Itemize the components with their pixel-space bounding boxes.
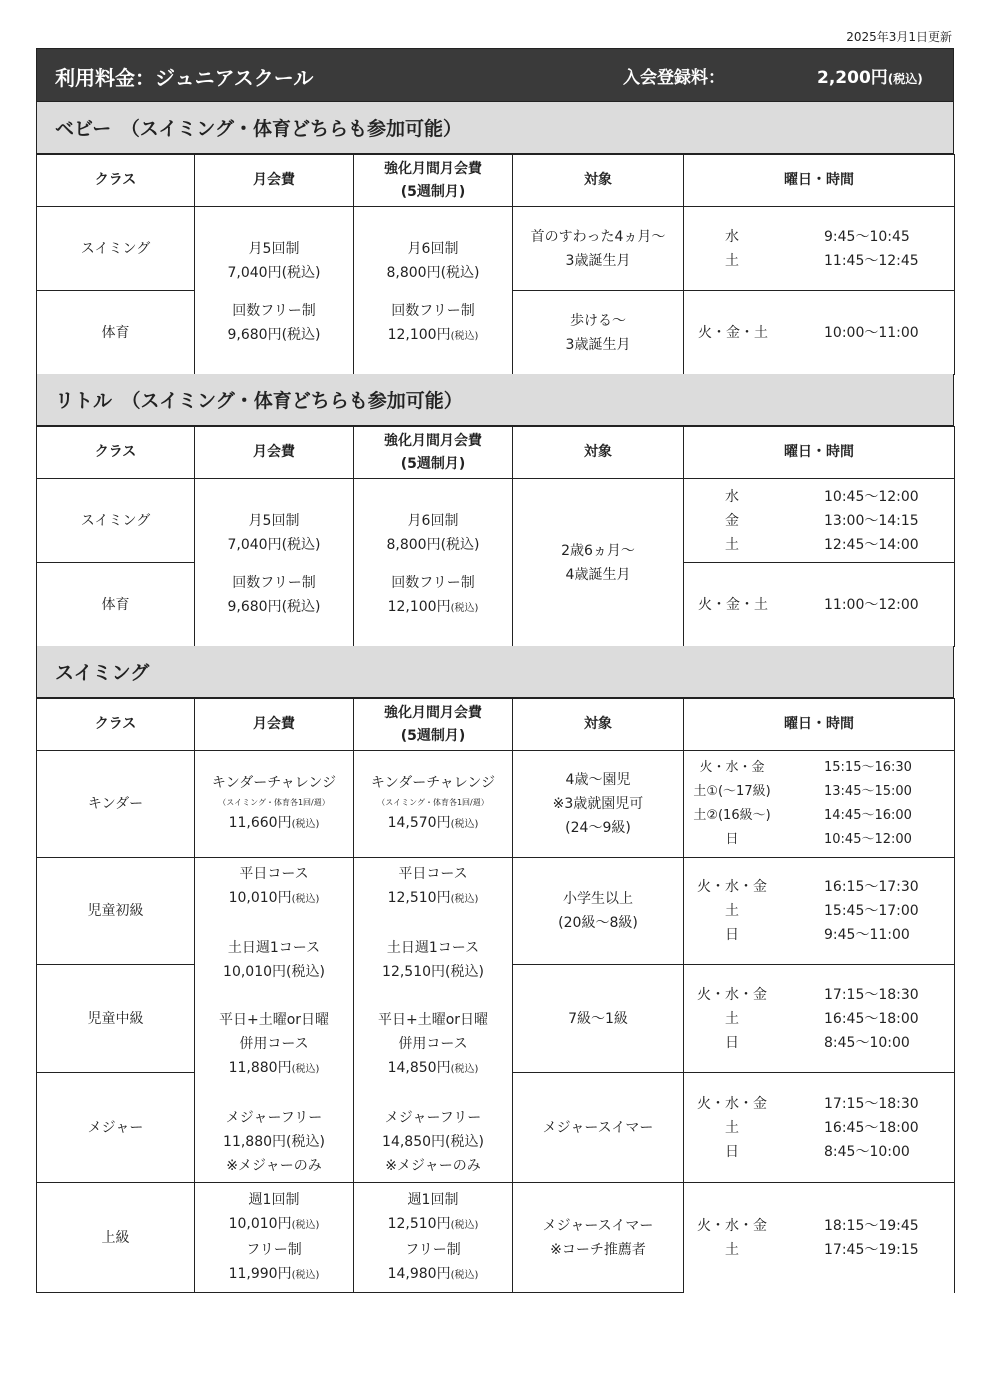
table-row <box>37 479 955 563</box>
registration-label: 入会登録料： <box>623 68 725 88</box>
col-intensive: 強化月間月会費 (5週制月) <box>354 699 513 751</box>
table-header-row <box>37 699 955 751</box>
table-row <box>37 291 955 375</box>
class-name: メジャー <box>37 1073 195 1183</box>
col-target: 対象 <box>513 155 684 207</box>
intensive-fee: 月6回制 8,800円(税込) <box>354 207 513 291</box>
section-title: スイミング <box>55 662 150 684</box>
col-intensive: 強化月間月会費 (5週制月) <box>354 155 513 207</box>
target: 4歳〜園児 ※3歳就園児可 (24〜9級) <box>513 751 684 858</box>
class-name: 児童初級 <box>37 858 195 965</box>
page-title: 利用料金：ジュニアスクール <box>55 66 314 90</box>
schedule: 火・水・金 17:15〜18:30 土 16:45〜18:00 日 8:45〜10:00 <box>684 1073 955 1183</box>
target: メジャースイマー ※コーチ推薦者 <box>513 1183 684 1293</box>
monthly-fee: 回数フリー制 9,680円(税込) <box>195 563 354 647</box>
table-row <box>37 563 955 647</box>
target: 歩ける〜 3歳誕生月 <box>513 291 684 375</box>
baby-table <box>36 154 955 375</box>
col-monthly: 月会費 <box>195 427 354 479</box>
intensive-fee: 回数フリー制 12,100円(税込) <box>354 291 513 375</box>
section-little <box>36 374 954 426</box>
target: 小学生以上 (20級〜8級) <box>513 858 684 965</box>
col-monthly: 月会費 <box>195 699 354 751</box>
swimming-table <box>36 698 955 1293</box>
class-name: 上級 <box>37 1183 195 1293</box>
target: 首のすわった4ヵ月〜 3歳誕生月 <box>513 207 684 291</box>
schedule: 火・金・土 11:00〜12:00 <box>684 563 955 647</box>
col-schedule: 曜日・時間 <box>684 699 955 751</box>
col-schedule: 曜日・時間 <box>684 155 955 207</box>
schedule: 火・水・金 16:15〜17:30 土 15:45〜17:00 日 9:45〜11:00 <box>684 858 955 965</box>
class-name: キンダー <box>37 751 195 858</box>
table-row <box>37 207 955 291</box>
col-schedule: 曜日・時間 <box>684 427 955 479</box>
intensive-fee: 回数フリー制 12,100円(税込) <box>354 563 513 647</box>
little-table <box>36 426 955 647</box>
schedule: 火・金・土 10:00〜11:00 <box>684 291 955 375</box>
col-class: クラス <box>37 699 195 751</box>
table-row <box>37 858 955 965</box>
section-title: リトル （スイミング・体育どちらも参加可能） <box>55 390 463 412</box>
col-intensive: 強化月間月会費 (5週制月) <box>354 427 513 479</box>
schedule: 火・水・金 17:15〜18:30 土 16:45〜18:00 日 8:45〜10:00 <box>684 965 955 1073</box>
class-name: スイミング <box>37 479 195 563</box>
table-row <box>37 751 955 858</box>
monthly-fee: 月5回制 7,040円(税込) <box>195 479 354 563</box>
table-header-row <box>37 427 955 479</box>
class-name: 児童中級 <box>37 965 195 1073</box>
monthly-fee: キンダーチャレンジ （スイミング・体育各1回/週） 11,660円(税込) <box>195 751 354 858</box>
col-class: クラス <box>37 155 195 207</box>
monthly-fee: 週1回制 10,010円(税込) フリー制 11,990円(税込) <box>195 1183 354 1293</box>
registration-fee: 2,200円(税込) <box>817 68 923 88</box>
intensive-fee: 週1回制 12,510円(税込) フリー制 14,980円(税込) <box>354 1183 513 1293</box>
intensive-fee: 月6回制 8,800円(税込) <box>354 479 513 563</box>
monthly-fee: 月5回制 7,040円(税込) <box>195 207 354 291</box>
col-target: 対象 <box>513 427 684 479</box>
target: 2歳6ヵ月〜 4歳誕生月 <box>513 479 684 647</box>
class-name: スイミング <box>37 207 195 291</box>
intensive-fee: 平日コース 12,510円(税込) 土日週1コース 12,510円(税込) 平日+土曜or日曜 併用コース 14,850円(税込) メジャーフリー 14,850円(税込) ※メジャーのみ <box>354 858 513 1183</box>
target: 7級〜1級 <box>513 965 684 1073</box>
target: メジャースイマー <box>513 1073 684 1183</box>
schedule: 水 10:45〜12:00 金 13:00〜14:15 土 12:45〜14:00 <box>684 479 955 563</box>
section-title: ベビー （スイミング・体育どちらも参加可能） <box>55 118 462 140</box>
table-header-row <box>37 155 955 207</box>
updated-date: 2025年3月1日更新 <box>846 30 952 44</box>
intensive-fee: キンダーチャレンジ （スイミング・体育各1回/週） 14,570円(税込) <box>354 751 513 858</box>
section-baby <box>36 102 954 154</box>
col-target: 対象 <box>513 699 684 751</box>
schedule: 火・水・金 18:15〜19:45 土 17:45〜19:15 <box>684 1183 955 1293</box>
monthly-fee: 平日コース 10,010円(税込) 土日週1コース 10,010円(税込) 平日+土曜or日曜 併用コース 11,880円(税込) メジャーフリー 11,880円(税込) ※メジャーのみ <box>195 858 354 1183</box>
class-name: 体育 <box>37 291 195 375</box>
monthly-fee: 回数フリー制 9,680円(税込) <box>195 291 354 375</box>
schedule: 火・水・金 15:15〜16:30 土①(〜17級) 13:45〜15:00 土②(16級〜) 14:45〜16:00 日 10:45〜12:00 <box>684 751 955 858</box>
page-header <box>36 48 954 102</box>
section-swimming <box>36 646 954 698</box>
col-class: クラス <box>37 427 195 479</box>
schedule: 水 9:45〜10:45 土 11:45〜12:45 <box>684 207 955 291</box>
col-monthly: 月会費 <box>195 155 354 207</box>
table-row <box>37 1183 955 1293</box>
class-name: 体育 <box>37 563 195 647</box>
